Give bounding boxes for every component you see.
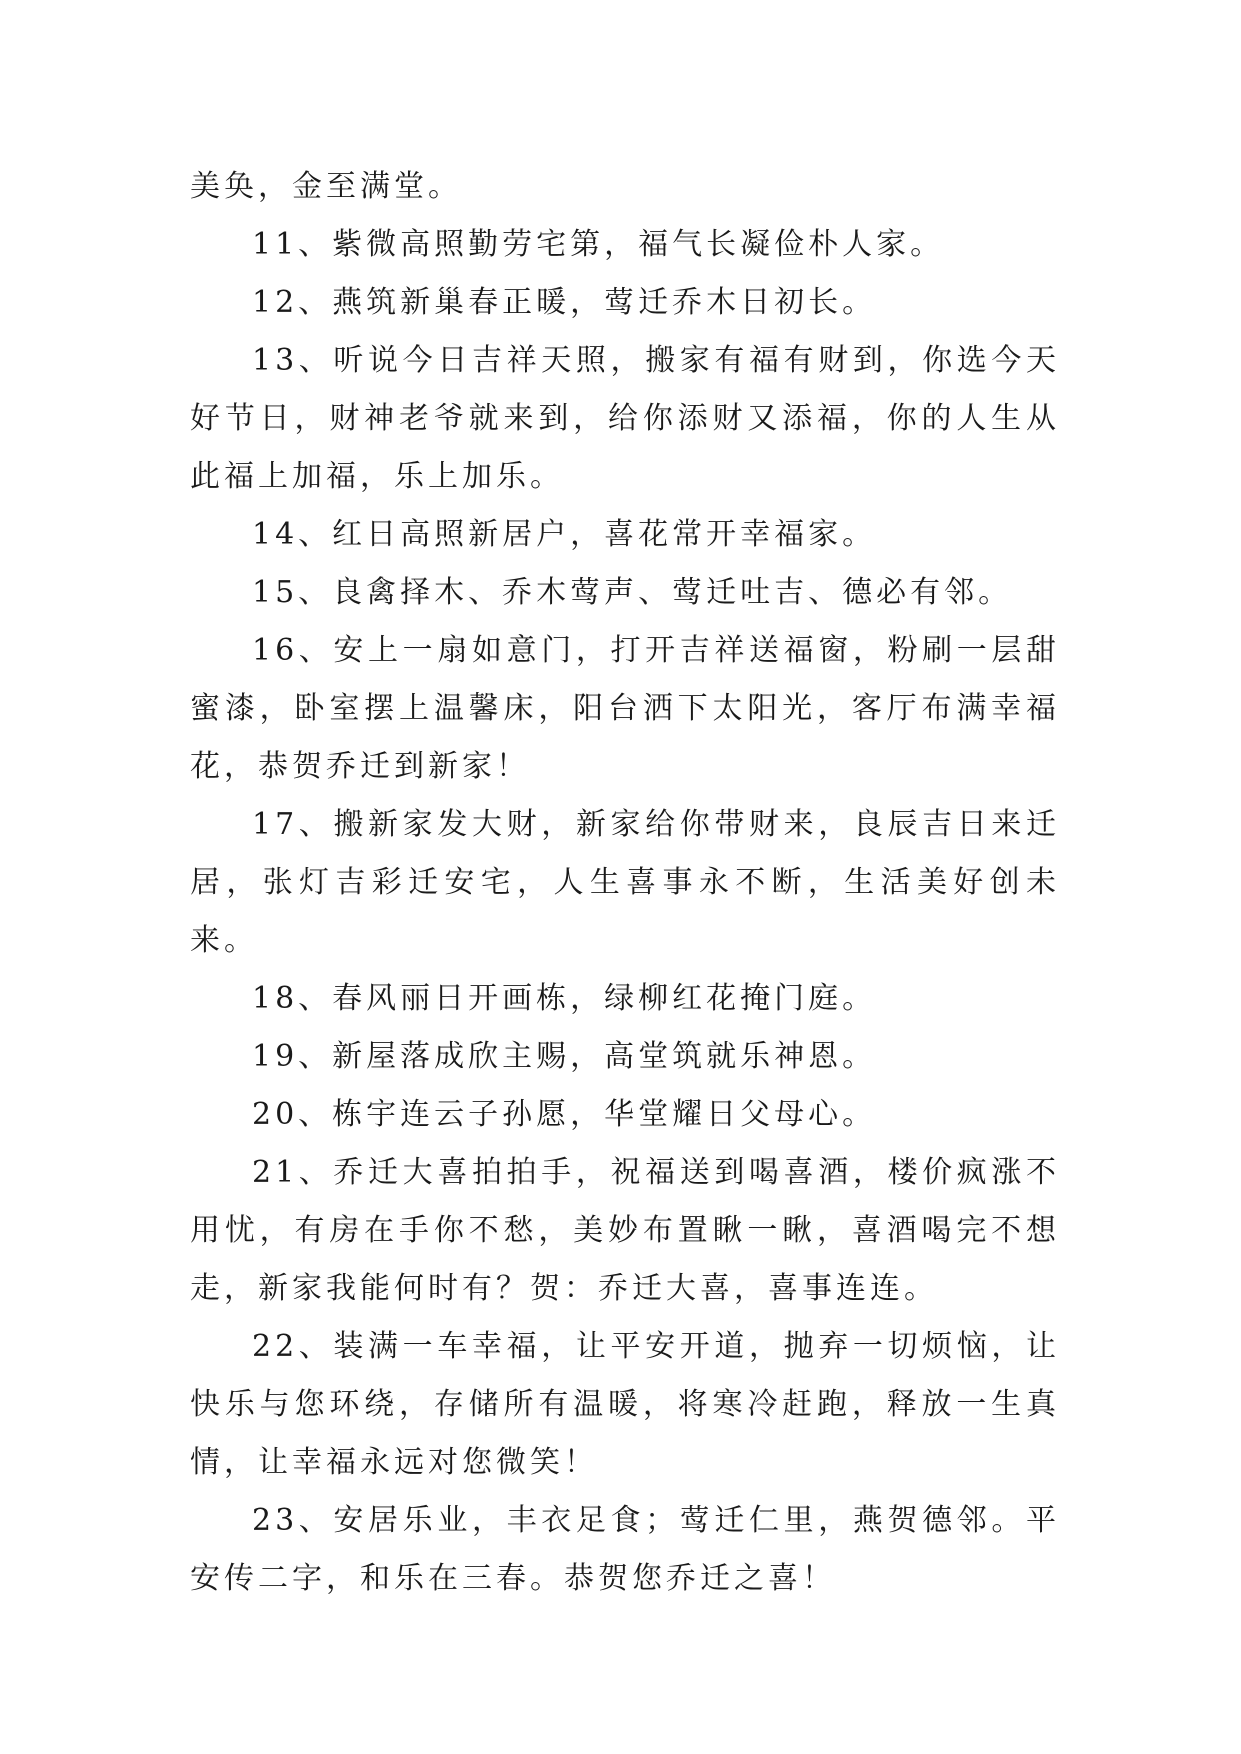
paragraph: 21、乔迁大喜拍拍手，祝福送到喝喜酒，楼价疯涨不用忧，有房在手你不愁，美妙布置瞅一瞅，喜酒喝完不想走，新家我能何时有？贺：乔迁大喜，喜事连连。: [190, 1155, 1060, 1306]
paragraph: 15、良禽择木、乔木莺声、莺迁吐吉、德必有邻。: [252, 575, 1013, 610]
paragraph: 22、装满一车幸福，让平安开道，抛弃一切烦恼，让快乐与您环绕，存储所有温暖，将寒冷赶跑，释放一生真情，让幸福永远对您微笑！: [190, 1329, 1060, 1480]
paragraph: 18、春风丽日开画栋，绿柳红花掩门庭。: [252, 981, 877, 1016]
paragraph: 美奂，金至满堂。: [190, 169, 462, 204]
document-body: [190, 158, 1060, 1608]
paragraph: 19、新屋落成欣主赐，高堂筑就乐神恩。: [252, 1039, 877, 1074]
paragraph: 16、安上一扇如意门，打开吉祥送福窗，粉刷一层甜蜜漆，卧室摆上温馨床，阳台洒下太阳光，客厅布满幸福花，恭贺乔迁到新家！: [190, 633, 1060, 784]
paragraph: 23、安居乐业，丰衣足食；莺迁仁里，燕贺德邻。平安传二字，和乐在三春。恭贺您乔迁之喜！: [190, 1503, 1060, 1596]
paragraph: 12、燕筑新巢春正暖，莺迁乔木日初长。: [252, 285, 877, 320]
paragraph: 20、栋宇连云子孙愿，华堂耀日父母心。: [252, 1097, 877, 1132]
paragraph: 13、听说今日吉祥天照，搬家有福有财到，你选今天好节日，财神老爷就来到，给你添财又添福，你的人生从此福上加福，乐上加乐。: [190, 343, 1060, 494]
paragraph: 14、红日高照新居户，喜花常开幸福家。: [252, 517, 877, 552]
paragraph: 17、搬新家发大财，新家给你带财来，良辰吉日来迁居，张灯吉彩迁安宅，人生喜事永不断，生活美好创未来。: [190, 807, 1060, 958]
paragraph: 11、紫微高照勤劳宅第，福气长凝俭朴人家。: [252, 227, 945, 262]
